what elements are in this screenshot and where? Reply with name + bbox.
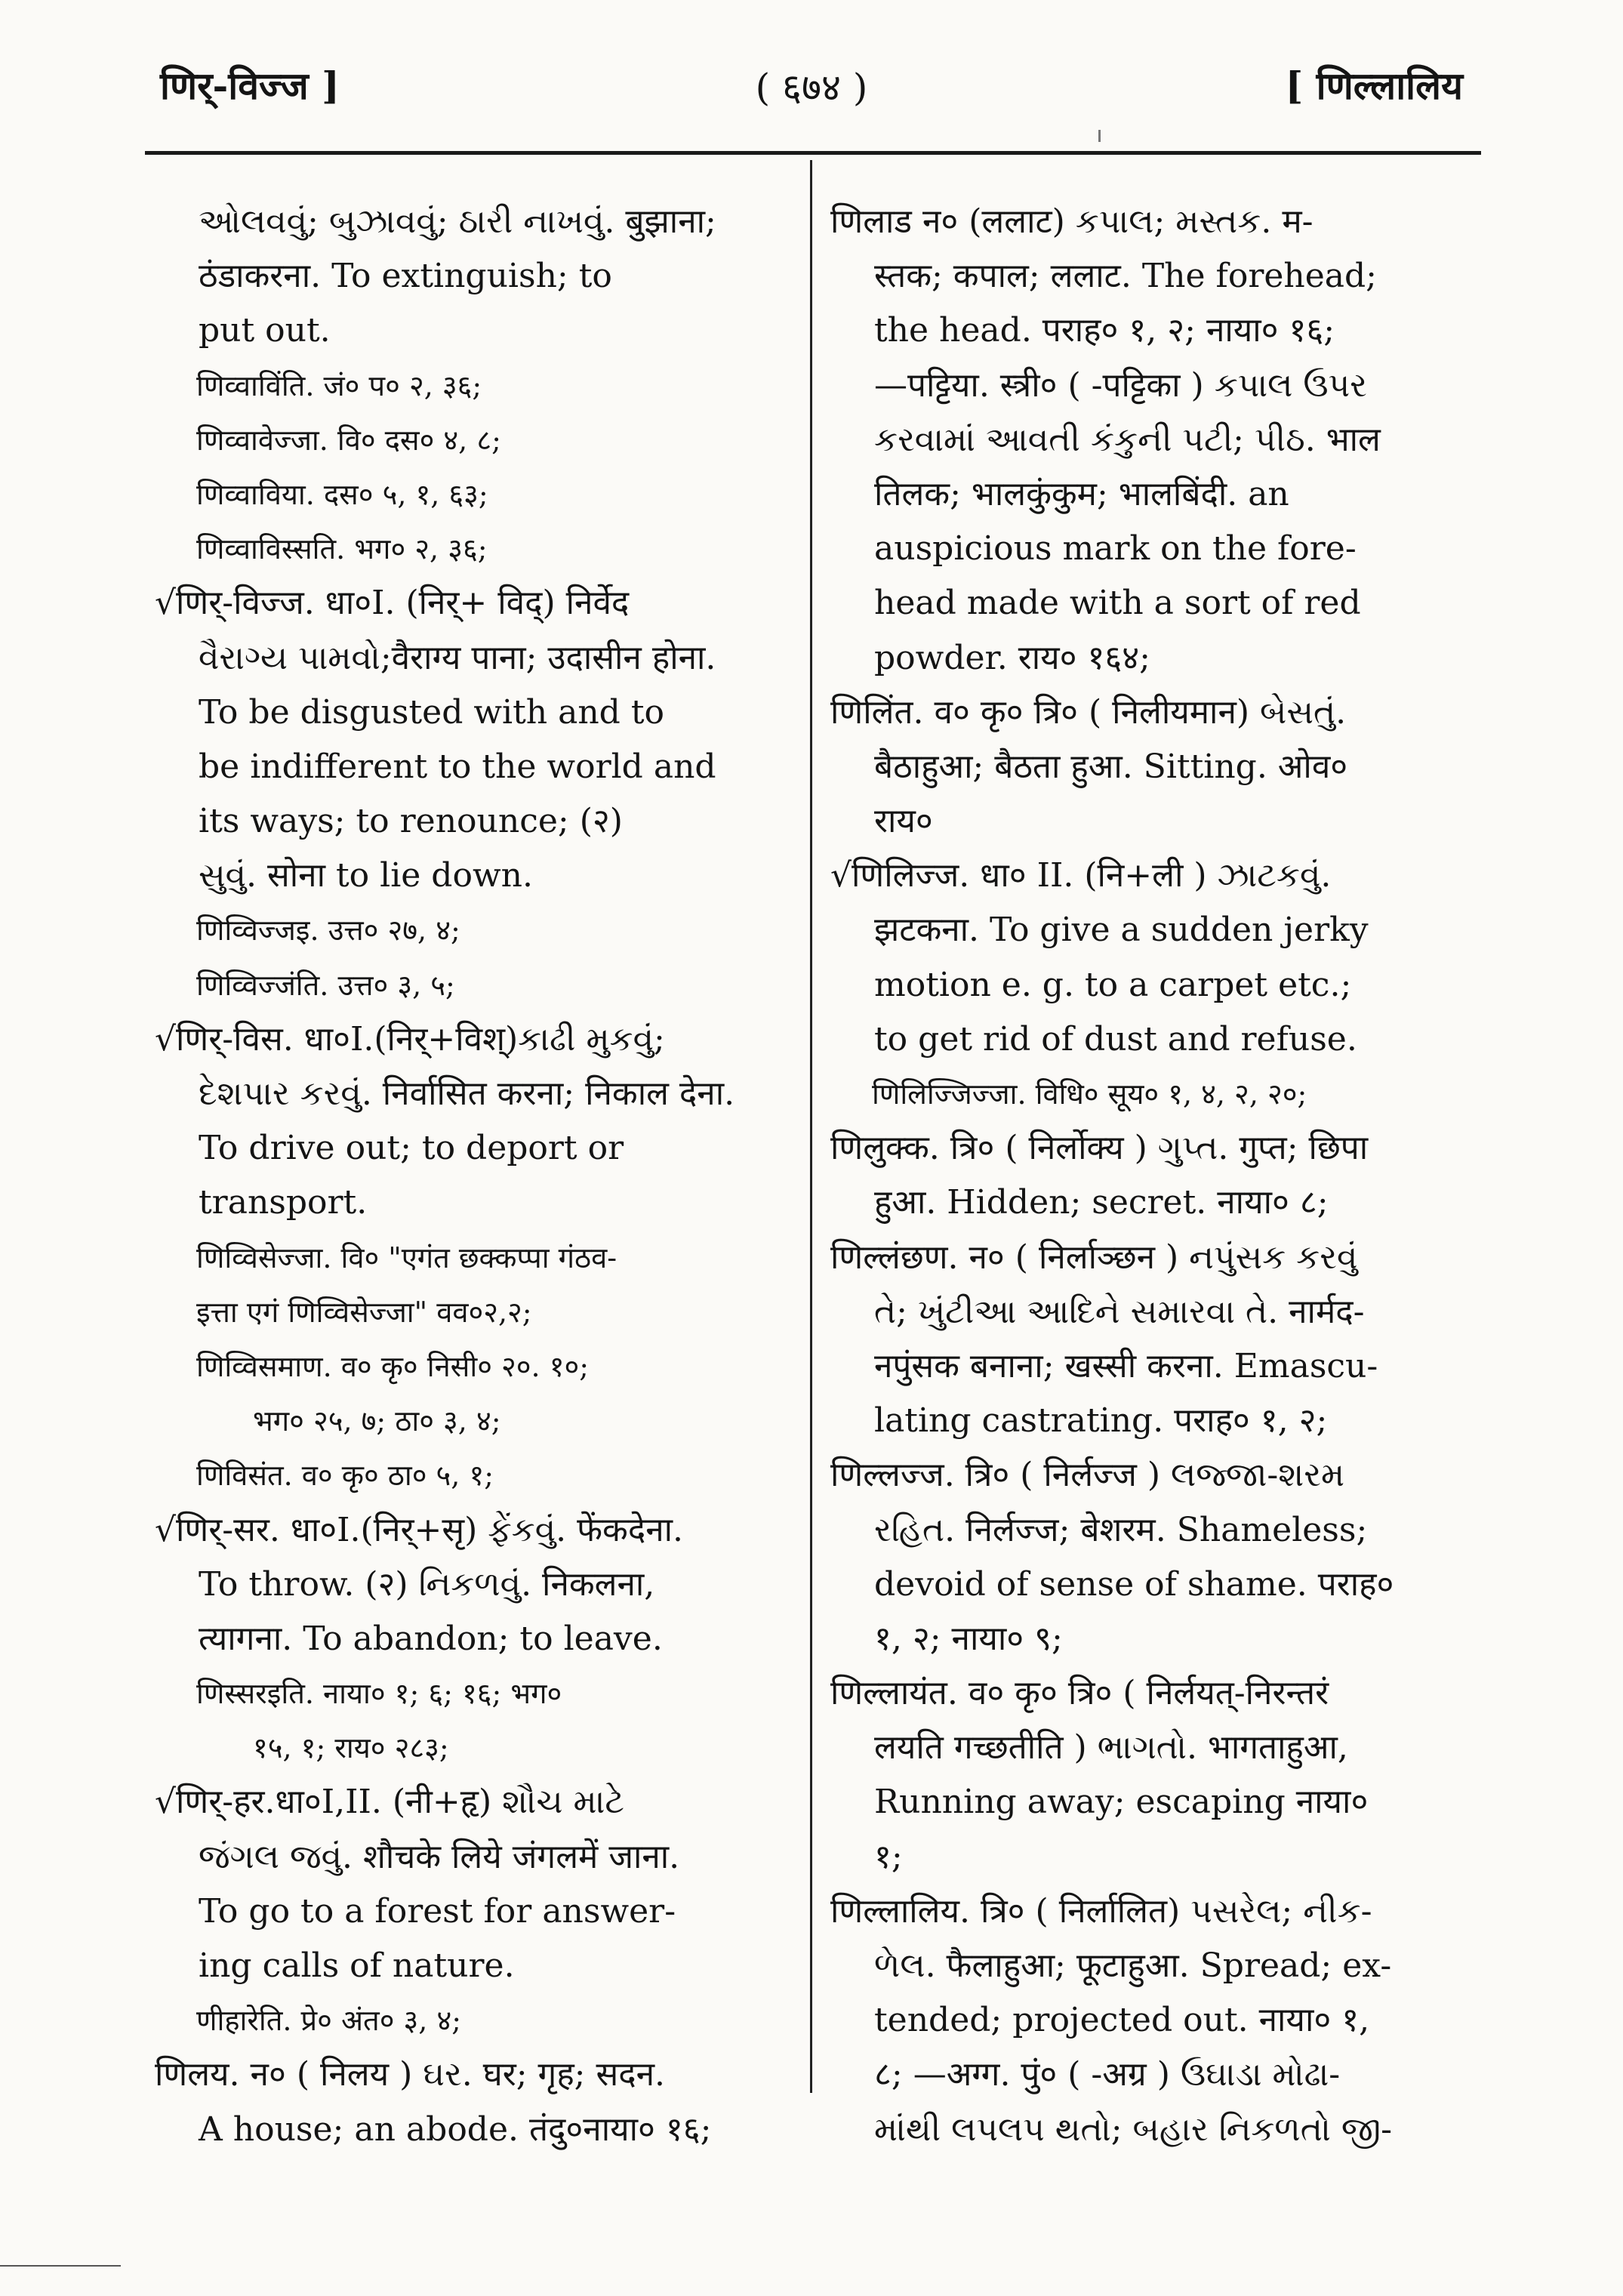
entry-headword-line: णिल्लालिय. त्रि० ( निर्लालित) પસરેલ; નીક- bbox=[830, 1891, 1372, 1931]
entry-text-line: To go to a forest for answer- bbox=[199, 1891, 676, 1931]
entry-text-line: णिव्विसमाण. व० कृ० निसी० २०. १०; bbox=[196, 1349, 590, 1383]
entry-text-line: णिव्विसेज्जा. वि० "एगंत छक्कप्पा गंठव- bbox=[196, 1240, 617, 1274]
entry-text-line: इत्ता एगं णिव्विसेज्जा" वव०२,२; bbox=[196, 1295, 532, 1329]
entry-text-line: णिव्वाविस्सति. भग० २, ३६; bbox=[196, 532, 488, 566]
entry-text-line: णिव्वाविया. दस० ५, १, ६३; bbox=[196, 477, 488, 511]
entry-headword-line: √णिलिज्ज. धा० II. (नि+ली ) ઝાટકવું. bbox=[830, 856, 1332, 895]
entry-headword-line: णिलुक्क. त्रि० ( निर्लोक्य ) ગુપ્ત. गुप्त; छिपा bbox=[830, 1129, 1369, 1168]
entry-headword-line: णिलय. न० ( निलय ) ઘર. घर; गृह; सदन. bbox=[155, 2055, 666, 2094]
entry-text-line: the head. पराह० १, २; नाया० १६; bbox=[874, 311, 1335, 350]
entry-text-line: स्तक; कपाल; ललाट. The forehead; bbox=[874, 257, 1377, 296]
entry-headword-line: √णिर्-विस. धा०I.(निर्+विश्)કાઢી મુકવું; bbox=[155, 1019, 665, 1059]
left-column bbox=[155, 195, 793, 2157]
entry-text-line: A house; an abode. तंदु०नाया० १६; bbox=[199, 2110, 712, 2149]
entry-text-line: to get rid of dust and refuse. bbox=[874, 1019, 1357, 1059]
entry-headword-line: √णिर्-विज्ज. धा०I. (निर्+ विद्) निर्वेद bbox=[155, 584, 630, 623]
entry-headword-line: णिल्लायंत. व० कृ० त्रि० ( निर्लयत्-निरन्तरं bbox=[830, 1674, 1329, 1713]
entry-text-line: રહિત. निर्लज्ज; बेशरम. Shameless; bbox=[874, 1510, 1368, 1549]
entry-text-line: કરવામાં આવતી કંકુની પટી; પીઠ. भाल bbox=[874, 420, 1381, 459]
entry-headword-line: णिल्लज्ज. त्रि० ( निर्लज्ज ) લજ્જા-શરમ bbox=[830, 1456, 1345, 1495]
header-rule bbox=[145, 151, 1481, 155]
entry-text-line: नपुंसक बनाना; खस्सी करना. Emascu- bbox=[874, 1346, 1378, 1385]
entry-text-line: put out. bbox=[199, 311, 331, 350]
column-divider bbox=[810, 160, 812, 2093]
entry-text-line: જંગલ જવું. शौचके लिये जंगलमें जाना. bbox=[199, 1837, 680, 1876]
entry-headword-line: √णिर्-सर. धा०I.(निर्+सृ) ફેંકવું. फेंकदेना. bbox=[155, 1510, 684, 1549]
print-mark bbox=[1098, 130, 1101, 142]
entry-text-line: lating castrating. पराह० १, २; bbox=[874, 1401, 1328, 1441]
entry-text-line: हुआ. Hidden; secret. नाया० ८; bbox=[874, 1183, 1329, 1222]
entry-text-line: णिलिज्जिज्जा. विधि० सूय० १, ४, २, २०; bbox=[872, 1077, 1307, 1111]
entry-text-line: તે; ખુંટીઆ આદિને સમારવા તે. नार्मद- bbox=[874, 1292, 1365, 1331]
entry-headword-line: णिलिंत. व० कृ० त्रि० ( निलीयमान) બેસતું. bbox=[830, 692, 1347, 732]
entry-text-line: auspicious mark on the fore- bbox=[874, 529, 1357, 569]
entry-text-line: णिविसंत. व० कृ० ठा० ५, १; bbox=[196, 1459, 494, 1493]
entry-text-line: To be disgusted with and to bbox=[199, 692, 665, 732]
entry-text-line: १५, १; राय० २८३; bbox=[253, 1731, 449, 1765]
entry-text-line: १, २; नाया० ९; bbox=[874, 1619, 1063, 1658]
running-head-right: [ णिल्लालिय bbox=[1285, 63, 1463, 108]
entry-text-line: ठंडाकरना. To extinguish; to bbox=[199, 257, 612, 296]
entry-text-line: devoid of sense of shame. पराह० bbox=[874, 1564, 1394, 1604]
entry-text-line: णिव्वावेज्जा. वि० दस० ४, ८; bbox=[196, 423, 501, 457]
entry-text-line: णिव्विज्जइ. उत्त० २७, ४; bbox=[196, 914, 460, 948]
page-number: ( ६७४ ) bbox=[755, 66, 868, 109]
entry-text-line: માંથી લપલપ થતો; બહાર નિકળતો જી- bbox=[874, 2110, 1392, 2149]
entry-headword-line: √णिर्-हर.धा०I,II. (नी+हृ) શૌચ માટે bbox=[155, 1783, 624, 1822]
entry-text-line: १; bbox=[874, 1837, 903, 1876]
entry-text-line: तिलक; भालकुंकुम; भालबिंदी. an bbox=[874, 474, 1289, 513]
right-column bbox=[830, 195, 1472, 2157]
entry-text-line: णीहारेति. प्रे० अंत० ३, ४; bbox=[196, 2004, 462, 2038]
entry-text-line: Running away; escaping नाया० bbox=[874, 1783, 1369, 1822]
entry-text-line: झटकना. To give a sudden jerky bbox=[874, 911, 1369, 950]
entry-text-line: राय० bbox=[874, 802, 933, 841]
entry-text-line: tended; projected out. नाया० १, bbox=[874, 2001, 1370, 2040]
entry-text-line: ઓલવવું; બુઝાવવું; ઠારી નાખવું. बुझाना; bbox=[199, 202, 716, 241]
running-head-left: णिर्-विज्ज ] bbox=[160, 63, 340, 108]
entry-text-line: ળેલ. फैलाहुआ; फूटाहुआ. Spread; ex- bbox=[874, 1946, 1392, 1985]
entry-text-line: भग० २५, ७; ठा० ३, ४; bbox=[253, 1404, 501, 1438]
footer-rule bbox=[0, 2265, 121, 2267]
entry-text-line: To throw. (२) નિકળવું. निकलना, bbox=[199, 1564, 655, 1604]
entry-headword-line: णिल्लंछण. न० ( निर्लाञ्छन ) નપુંસક કરવું bbox=[830, 1237, 1358, 1277]
entry-text-line: head made with a sort of red bbox=[874, 584, 1361, 623]
entry-text-line: णिव्वाविंति. जं० प० २, ३६; bbox=[196, 368, 482, 402]
entry-text-line: ८; —अग्ग. पुं० ( -अग्र ) ઉઘાડા મોઢા- bbox=[874, 2055, 1341, 2094]
entry-text-line: ing calls of nature. bbox=[199, 1946, 515, 1985]
entry-text-line: णिस्सरइति. नाया० १; ६; १६; भग० bbox=[196, 1677, 562, 1711]
entry-text-line: its ways; to renounce; (२) bbox=[199, 802, 623, 841]
entry-text-line: be indifferent to the world and bbox=[199, 747, 716, 786]
entry-text-line: દેશપાર કરવું. निर्वासित करना; निकाल देना. bbox=[199, 1074, 735, 1113]
entry-text-line: णिव्विज्जंति. उत्त० ३, ५; bbox=[196, 968, 455, 1002]
entry-text-line: વૈરાગ્ય પામવો;वैराग्य पाना; उदासीन होना. bbox=[199, 638, 716, 677]
entry-text-line: त्यागना. To abandon; to leave. bbox=[199, 1619, 663, 1658]
entry-text-line: motion e. g. to a carpet etc.; bbox=[874, 965, 1352, 1004]
entry-text-line: लयति गच्छतीति ) ભાગતો. भागताहुआ, bbox=[874, 1728, 1348, 1767]
entry-text-line: transport. bbox=[199, 1183, 368, 1222]
entry-text-line: સુવું. सोना to lie down. bbox=[199, 856, 533, 895]
entry-text-line: powder. राय० १६४; bbox=[874, 638, 1150, 677]
entry-text-line: बैठाहुआ; बैठता हुआ. Sitting. ओव० bbox=[874, 747, 1348, 786]
entry-text-line: —पट्टिया. स्त्री० ( -पट्टिका ) કપાલ ઉપર bbox=[874, 365, 1367, 405]
entry-text-line: To drive out; to deport or bbox=[199, 1129, 624, 1168]
entry-headword-line: णिलाड न० (ललाट) કપાલ; મસ્તક. म- bbox=[830, 202, 1313, 241]
